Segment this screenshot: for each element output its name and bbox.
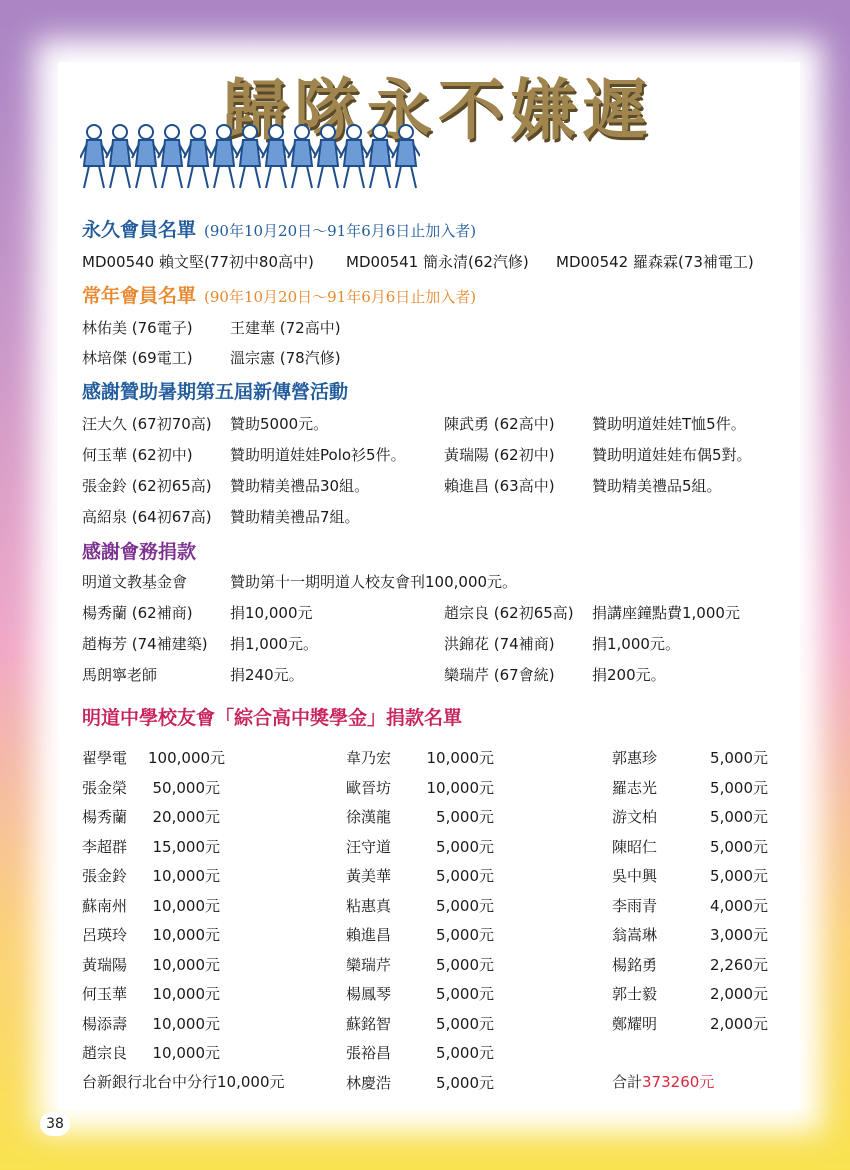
scholarship-amount: 10,000元 bbox=[152, 955, 220, 974]
scholarship-amount: 10,000元 bbox=[426, 778, 494, 797]
scholarship-donor-name: 蘇南州 bbox=[82, 896, 128, 915]
scholarship-amount: 50,000元 bbox=[152, 778, 220, 797]
scholarship-amount: 5,000元 bbox=[710, 778, 768, 797]
scholarship-donor-name: 賴進昌 bbox=[346, 926, 392, 944]
scholarship-donor-name: 黃瑞陽 bbox=[82, 955, 128, 974]
donor-name: 欒瑞芹 (67會統) bbox=[444, 666, 555, 684]
donor-name: 明道文教基金會 bbox=[82, 573, 188, 591]
scholarship-donor-name: 張金鈴 bbox=[82, 867, 128, 885]
scholarship-donor-name: 鄭耀明 bbox=[612, 1014, 658, 1033]
scholarship-amount: 5,000元 bbox=[436, 896, 494, 915]
scholarship-donor-name: 汪守道 bbox=[346, 837, 392, 856]
scholarship-donor-name: 翁嵩琳 bbox=[612, 926, 658, 944]
scholarship-amount: 10,000元 bbox=[426, 749, 494, 767]
scholarship-total: 合計373260元 bbox=[612, 1073, 715, 1091]
scholarship-entry-bank: 台新銀行北台中分行10,000元 bbox=[82, 1073, 285, 1091]
camp-sponsors-heading: 感謝贊助暑期第五屆新傳營活動 bbox=[82, 381, 349, 403]
scholarship-donor-name: 張金榮 bbox=[82, 778, 128, 797]
page-title: 歸隊永不嫌遲 bbox=[222, 71, 654, 149]
scholarship-amount: 5,000元 bbox=[436, 867, 494, 885]
affairs-donations-heading: 感謝會務捐款 bbox=[82, 541, 197, 563]
scholarship-amount: 15,000元 bbox=[152, 837, 220, 856]
scholarship-donor-name: 楊鳳琴 bbox=[346, 985, 392, 1003]
donation-amount: 捐10,000元 bbox=[230, 604, 313, 622]
scholarship-donor-name: 李超群 bbox=[82, 837, 128, 856]
scholarship-amount: 5,000元 bbox=[436, 837, 494, 856]
permanent-entry: MD00542 羅森霖(73補電工) bbox=[556, 253, 754, 271]
camp-sponsor-item: 贊助明道娃娃布偶5對。 bbox=[592, 446, 752, 464]
scholarship-amount: 5,000元 bbox=[436, 1044, 494, 1062]
scholarship-amount: 2,000元 bbox=[710, 1014, 768, 1033]
camp-sponsor-item: 贊助明道娃娃Polo衫5件。 bbox=[230, 446, 406, 464]
donation-amount: 捐240元。 bbox=[230, 666, 304, 684]
camp-sponsor-name: 陳武勇 (62高中) bbox=[444, 415, 555, 433]
donation-amount: 捐1,000元。 bbox=[592, 635, 680, 653]
scholarship-donor-name: 林慶浩 bbox=[346, 1073, 392, 1092]
scholarship-donor-name: 郭惠珍 bbox=[612, 749, 658, 767]
scholarship-donor-name: 楊銘勇 bbox=[612, 955, 658, 974]
scholarship-donor-name: 趙宗良 bbox=[82, 1044, 128, 1062]
scholarship-donor-name: 欒瑞芹 bbox=[346, 955, 392, 974]
scholarship-donor-name: 翟學電 bbox=[82, 749, 128, 767]
camp-sponsor-item: 贊助精美禮品30組。 bbox=[230, 477, 370, 495]
scholarship-donor-name: 張裕昌 bbox=[346, 1044, 392, 1062]
camp-sponsor-name: 何玉華 (62初中) bbox=[82, 446, 193, 464]
camp-sponsor-name: 張金鈴 (62初65高) bbox=[82, 477, 212, 495]
scholarship-donor-name: 黃美華 bbox=[346, 867, 392, 885]
scholarship-donor-name: 羅志光 bbox=[612, 778, 658, 797]
scholarship-amount: 100,000元 bbox=[148, 749, 226, 767]
donor-name: 楊秀蘭 (62補商) bbox=[82, 604, 193, 622]
scholarship-amount: 10,000元 bbox=[152, 867, 220, 885]
scholarship-amount: 5,000元 bbox=[710, 867, 768, 885]
scholarship-amount: 3,000元 bbox=[710, 926, 768, 944]
scholarship-amount: 5,000元 bbox=[710, 837, 768, 856]
donation-amount: 贊助第十一期明道人校友會刊100,000元。 bbox=[230, 573, 518, 591]
scholarship-amount: 5,000元 bbox=[436, 1014, 494, 1033]
scholarship-amount: 20,000元 bbox=[152, 808, 220, 826]
walking-children-illustration bbox=[80, 120, 420, 200]
annual-members-heading: 常年會員名單 (90年10月20日～91年6月6日止加入者) bbox=[82, 285, 477, 307]
scholarship-donor-name: 吳中興 bbox=[612, 867, 658, 885]
scholarship-amount: 5,000元 bbox=[436, 955, 494, 974]
permanent-entry: MD00540 賴文堅(77初中80高中) bbox=[82, 253, 314, 271]
donor-name: 趙梅芳 (74補建築) bbox=[82, 635, 208, 653]
scholarship-amount: 5,000元 bbox=[436, 926, 494, 944]
scholarship-donor-name: 楊添壽 bbox=[82, 1014, 128, 1033]
scholarship-donor-name: 游文柏 bbox=[612, 808, 658, 826]
scholarship-heading: 明道中學校友會「綜合高中獎學金」捐款名單 bbox=[82, 707, 463, 729]
donation-amount: 捐1,000元。 bbox=[230, 635, 318, 653]
scholarship-amount: 2,000元 bbox=[710, 985, 768, 1003]
annual-entry: 王建華 (72高中) bbox=[230, 319, 341, 337]
scholarship-amount: 10,000元 bbox=[152, 896, 220, 915]
camp-sponsor-name: 賴進昌 (63高中) bbox=[444, 477, 555, 495]
donor-name: 趙宗良 (62初65高) bbox=[444, 604, 574, 622]
scholarship-amount: 10,000元 bbox=[152, 1044, 220, 1062]
scholarship-amount: 5,000元 bbox=[436, 808, 494, 826]
scholarship-amount: 5,000元 bbox=[710, 808, 768, 826]
scholarship-amount: 5,000元 bbox=[436, 985, 494, 1003]
scholarship-amount: 5,000元 bbox=[710, 749, 768, 767]
scholarship-amount: 10,000元 bbox=[152, 985, 220, 1003]
scholarship-donor-name: 徐漢龍 bbox=[346, 808, 392, 826]
camp-sponsor-name: 高紹泉 (64初67高) bbox=[82, 508, 212, 526]
scholarship-donor-name: 粘惠真 bbox=[346, 896, 392, 915]
donation-amount: 捐200元。 bbox=[592, 666, 666, 684]
camp-sponsor-item: 贊助5000元。 bbox=[230, 415, 329, 433]
donation-amount: 捐講座鐘點費1,000元 bbox=[592, 604, 740, 622]
scholarship-donor-name: 呂瑛玲 bbox=[82, 926, 128, 944]
camp-sponsor-name: 黃瑞陽 (62初中) bbox=[444, 446, 555, 464]
scholarship-amount: 4,000元 bbox=[710, 896, 768, 915]
scholarship-donor-name: 李雨青 bbox=[612, 896, 658, 915]
camp-sponsor-item: 贊助明道娃娃T恤5件。 bbox=[592, 415, 746, 433]
scholarship-amount: 10,000元 bbox=[152, 1014, 220, 1033]
scholarship-donor-name: 陳昭仁 bbox=[612, 837, 658, 856]
scholarship-donor-name: 何玉華 bbox=[82, 985, 128, 1003]
scholarship-donor-name: 郭士毅 bbox=[612, 985, 658, 1003]
scholarship-donor-name: 歐晉坊 bbox=[346, 778, 392, 797]
annual-entry: 林培傑 (69電工) bbox=[82, 349, 193, 367]
camp-sponsor-item: 贊助精美禮品5組。 bbox=[592, 477, 722, 495]
scholarship-donor-name: 韋乃宏 bbox=[346, 749, 392, 767]
donor-name: 洪錦花 (74補商) bbox=[444, 635, 555, 653]
page-number: 38 bbox=[40, 1112, 70, 1136]
annual-entry: 林佑美 (76電子) bbox=[82, 319, 193, 337]
scholarship-amount: 5,000元 bbox=[436, 1073, 494, 1092]
donor-name: 馬朗寧老師 bbox=[82, 666, 158, 684]
camp-sponsor-item: 贊助精美禮品7組。 bbox=[230, 508, 360, 526]
permanent-entry: MD00541 簡永清(62汽修) bbox=[346, 253, 529, 271]
permanent-members-heading: 永久會員名單 (90年10月20日～91年6月6日止加入者) bbox=[82, 219, 477, 241]
scholarship-donor-name: 楊秀蘭 bbox=[82, 808, 128, 826]
camp-sponsor-name: 汪大久 (67初70高) bbox=[82, 415, 212, 433]
annual-entry: 溫宗憲 (78汽修) bbox=[230, 349, 341, 367]
scholarship-amount: 10,000元 bbox=[152, 926, 220, 944]
scholarship-amount: 2,260元 bbox=[710, 955, 768, 974]
scholarship-donor-name: 蘇銘智 bbox=[346, 1014, 392, 1033]
